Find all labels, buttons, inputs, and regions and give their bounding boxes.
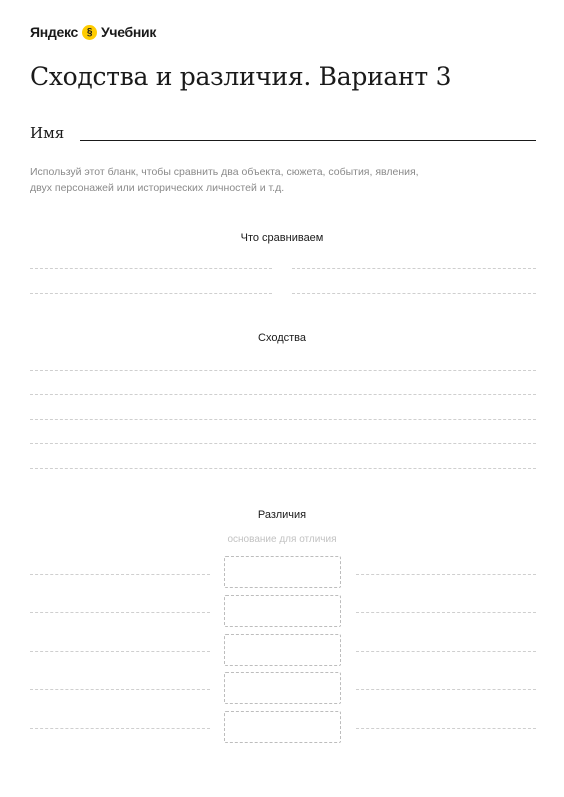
logo-uchebnik-text: Учебник [101, 24, 157, 40]
logo-section-icon: § [82, 25, 97, 40]
diff-basis-box-2[interactable] [224, 595, 341, 627]
similar-line-2[interactable] [30, 394, 536, 395]
diff-line-right-5[interactable] [356, 728, 536, 729]
diff-line-left-2[interactable] [30, 612, 210, 613]
diff-line-left-1[interactable] [30, 574, 210, 575]
yandex-uchebnik-logo [30, 23, 156, 41]
section-title-similar: Сходства [258, 332, 306, 344]
diff-line-right-4[interactable] [356, 689, 536, 690]
diff-basis-box-5[interactable] [224, 711, 341, 743]
name-field-line[interactable] [80, 140, 536, 141]
similar-line-1[interactable] [30, 370, 536, 371]
diff-line-right-2[interactable] [356, 612, 536, 613]
compare-line-left-2[interactable] [30, 293, 272, 294]
similar-line-5[interactable] [30, 468, 536, 469]
diff-line-right-1[interactable] [356, 574, 536, 575]
diff-line-left-4[interactable] [30, 689, 210, 690]
compare-line-right-1[interactable] [292, 268, 536, 269]
diff-basis-box-4[interactable] [224, 672, 341, 704]
diff-basis-box-1[interactable] [224, 556, 341, 588]
page-title: Сходства и различия. Вариант 3 [30, 62, 452, 91]
compare-line-right-2[interactable] [292, 293, 536, 294]
logo-yandex-text: Яндекс [30, 24, 78, 40]
similar-line-3[interactable] [30, 419, 536, 420]
diff-line-right-3[interactable] [356, 651, 536, 652]
compare-line-left-1[interactable] [30, 268, 272, 269]
diff-basis-label: основание для отличия [227, 534, 337, 545]
name-label: Имя [30, 124, 65, 142]
diff-line-left-3[interactable] [30, 651, 210, 652]
diff-basis-box-3[interactable] [224, 634, 341, 666]
section-title-compare: Что сравниваем [240, 232, 324, 244]
section-title-diff: Различия [257, 509, 307, 521]
intro-text: Используй этот бланк, чтобы сравнить два объекта, сюжета, события, явления, двух персонажей или исторических личностей и т.д. [30, 166, 419, 194]
diff-line-left-5[interactable] [30, 728, 210, 729]
similar-line-4[interactable] [30, 443, 536, 444]
name-row [30, 124, 536, 144]
